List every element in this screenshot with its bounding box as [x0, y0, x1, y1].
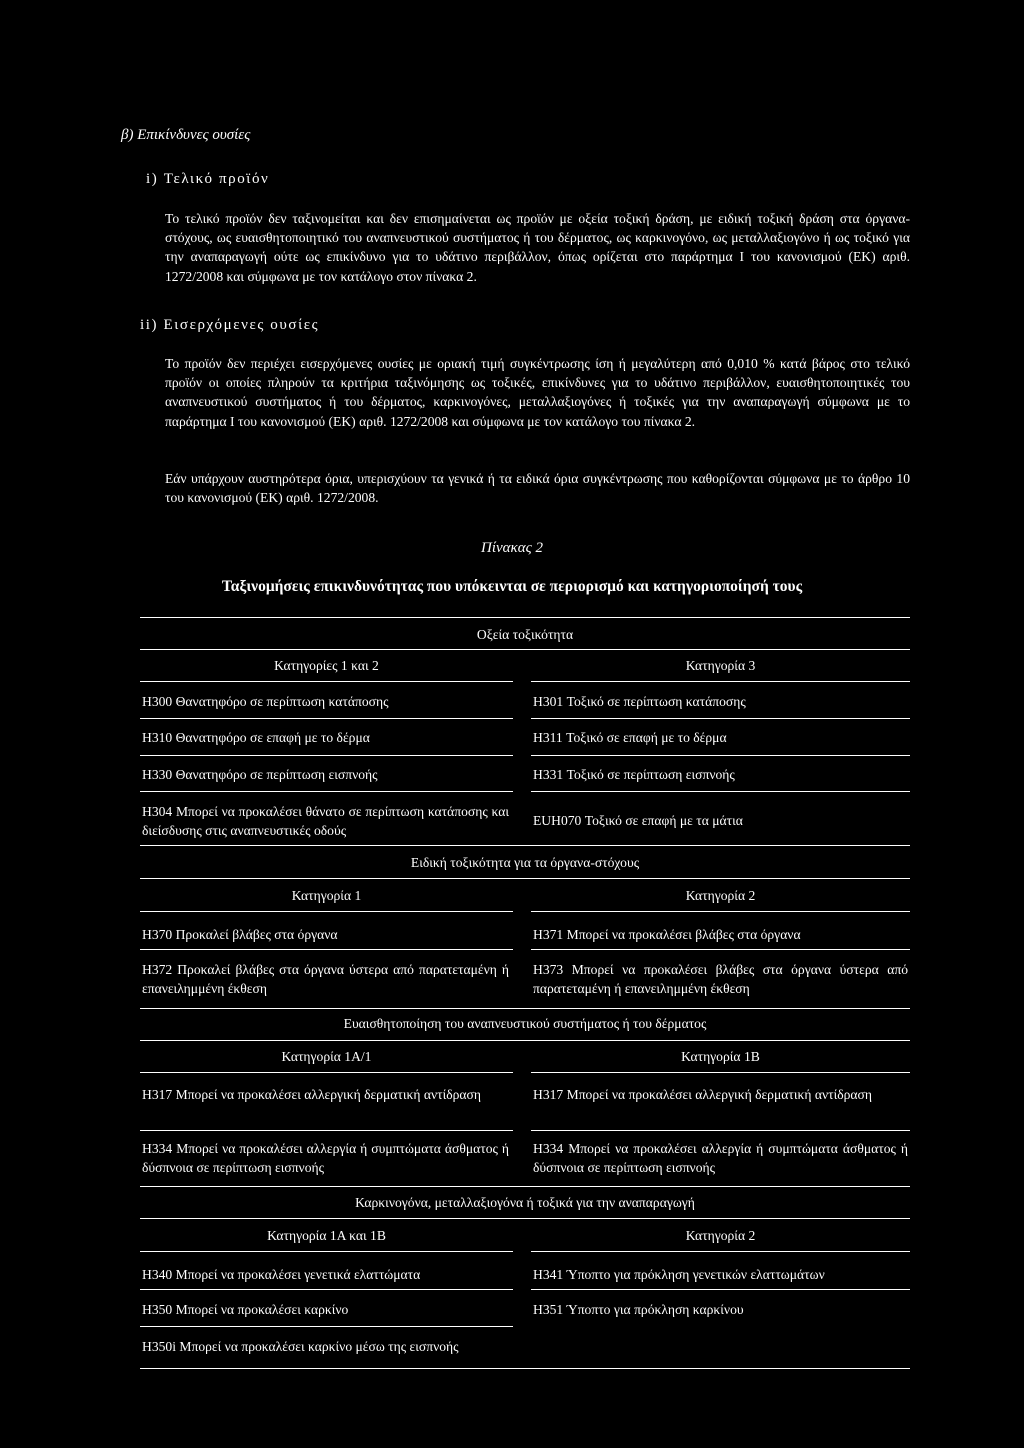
category-header-right: Κατηγορία 2: [685, 1228, 756, 1243]
table-rule: [140, 1326, 513, 1327]
table-rule: [531, 1072, 910, 1073]
table-rule: [140, 1251, 513, 1252]
table-cell: H300 Θανατηφόρο σε περίπτωση κατάποσης: [142, 694, 389, 709]
table-rule: [140, 1008, 910, 1009]
table-cell: EUH070 Τοξικό σε επαφή με τα μάτια: [533, 813, 743, 828]
section-head-sensitisation: Ευαισθητοποίηση του αναπνευστικού συστήματος ή του δέρματος: [343, 1016, 707, 1031]
category-header-left: Κατηγορία 1Α και 1Β: [267, 1228, 386, 1243]
table-rule: [140, 911, 513, 912]
category-header-left: Κατηγορία 1Α/1: [281, 1049, 372, 1064]
section-heading-b: β) Επικίνδυνες ουσίες: [121, 127, 251, 143]
table-caption: Πίνακας 2: [481, 540, 543, 556]
table-rule: [140, 878, 910, 879]
category-header-right: Κατηγορία 2: [685, 888, 756, 903]
table-cell: H372 Προκαλεί βλάβες στα όργανα ύστερα από παρατεταμένη ή επανειλημμένη έκθεση: [142, 962, 509, 996]
paragraph-stricter-limits: Εάν υπάρχουν αυστηρότερα όρια, υπερισχύουν τα γενικά ή τα ειδικά όρια συγκέντρωσης που καθορίζονται σύμφωνα με το άρθρο 10 του κανονισμού (ΕΚ) αριθ. 1272/2008.: [165, 471, 910, 506]
table-cell: H340 Μπορεί να προκαλέσει γενετικά ελαττώματα: [142, 1267, 421, 1282]
table-rule: [531, 718, 910, 719]
subheading-final-product: i) Τελικό προϊόν: [146, 171, 270, 187]
table-rule: [140, 845, 910, 846]
table-rule: [140, 1289, 513, 1290]
table-rule: [140, 617, 910, 618]
table-cell: H350 Μπορεί να προκαλέσει καρκίνο: [142, 1302, 349, 1317]
subheading-incoming-substances: ii) Εισερχόμενες ουσίες: [140, 317, 320, 333]
paragraph-final-product: Το τελικό προϊόν δεν ταξινομείται και δεν επισημαίνεται ως προϊόν με οξεία τοξική δράση, με ειδική τοξική δράση στα όργανα-στόχους, ως ευαισθητοποιητικό του αναπνευστικού συστήματος ή του δέρματος, ως καρκινογόνο, ως μεταλλαξιογόνο ή ως τοξικό για την αναπαραγωγή ούτε ως επικίνδυνο για το υδάτινο περιβάλλον, όπως ορίζεται στο παράρτημα I του κανονισμού (ΕΚ) αριθ. 1272/2008 και σύμφωνα με τον κατάλογο στον πίνακα 2.: [165, 211, 910, 284]
table-cell: H304 Μπορεί να προκαλέσει θάνατο σε περίπτωση κατάποσης και διείσδυσης στις αναπνευστικές οδούς: [142, 804, 509, 838]
table-cell: H334 Μπορεί να προκαλέσει αλλεργία ή συμπτώματα άσθματος ή δύσπνοια σε περίπτωση εισπνοής: [533, 1141, 908, 1175]
section-head-acute-toxicity: Οξεία τοξικότητα: [476, 627, 574, 642]
table-title: Ταξινομήσεις επικινδυνότητας που υπόκεινται σε περιορισμό και κατηγοριοποίησή τους: [221, 578, 803, 595]
paragraph-incoming-substances: Το προϊόν δεν περιέχει εισερχόμενες ουσίες με οριακή τιμή συγκέντρωσης ίση ή μεγαλύτερη από 0,010 % κατά βάρος στο τελικό προϊόν οι οποίες πληρούν τα κριτήρια ταξινόμησης ως τοξικές, επικίνδυνες για το υδάτινο περιβάλλον, ευαισθητοποιητικές του αναπνευστικού συστήματος ή του δέρματος, καρκινογόνες, μεταλλαξιογόνες ή τοξικές για την αναπαραγωγή σύμφωνα με το παράρτημα I του κανονισμού (ΕΚ) αριθ. 1272/2008 και σύμφωνα με τον κατάλογο του πίνακα 2.: [165, 356, 910, 429]
table-rule: [140, 1040, 910, 1041]
table-rule: [531, 1130, 910, 1131]
table-rule: [140, 1072, 513, 1073]
section-head-target-organ-toxicity: Ειδική τοξικότητα για τα όργανα-στόχους: [410, 855, 640, 870]
table-cell: H301 Τοξικό σε περίπτωση κατάποσης: [533, 694, 746, 709]
table-rule: [140, 949, 513, 950]
table-rule: [140, 1218, 910, 1219]
category-header-right: Κατηγορία 1Β: [681, 1049, 760, 1064]
category-header-left: Κατηγορία 1: [291, 888, 362, 903]
category-header-left: Κατηγορίες 1 και 2: [274, 658, 379, 673]
table-rule: [140, 649, 910, 650]
table-rule: [531, 911, 910, 912]
table-cell: H330 Θανατηφόρο σε περίπτωση εισπνοής: [142, 767, 378, 782]
table-cell: H350i Μπορεί να προκαλέσει καρκίνο μέσω της εισπνοής: [142, 1339, 459, 1354]
table-cell: H334 Μπορεί να προκαλέσει αλλεργία ή συμπτώματα άσθματος ή δύσπνοια σε περίπτωση εισπνοής: [142, 1141, 509, 1175]
table-cell: H373 Μπορεί να προκαλέσει βλάβες στα όργανα ύστερα από παρατεταμένη ή επανειλημμένη έκθεση: [533, 962, 908, 996]
table-cell: H311 Τοξικό σε επαφή με το δέρμα: [533, 730, 727, 745]
table-rule: [531, 791, 910, 792]
table-rule: [140, 1368, 910, 1369]
table-cell: H310 Θανατηφόρο σε επαφή με το δέρμα: [142, 730, 370, 745]
table-cell: H331 Τοξικό σε περίπτωση εισπνοής: [533, 767, 735, 782]
table-rule: [140, 791, 513, 792]
section-head-cmr: Καρκινογόνα, μεταλλαξιογόνα ή τοξικά για την αναπαραγωγή: [355, 1195, 695, 1210]
table-cell: H370 Προκαλεί βλάβες στα όργανα: [142, 927, 338, 942]
table-cell: H317 Μπορεί να προκαλέσει αλλεργική δερματική αντίδραση: [142, 1087, 481, 1102]
table-rule: [531, 949, 910, 950]
table-rule: [140, 681, 513, 682]
table-cell: H317 Μπορεί να προκαλέσει αλλεργική δερματική αντίδραση: [533, 1087, 872, 1102]
table-rule: [140, 755, 513, 756]
table-rule: [531, 681, 910, 682]
table-cell: H371 Μπορεί να προκαλέσει βλάβες στα όργανα: [533, 927, 801, 942]
table-rule: [531, 1251, 910, 1252]
table-cell: H341 Ύποπτο για πρόκληση γενετικών ελαττωμάτων: [533, 1267, 825, 1282]
table-rule: [140, 718, 513, 719]
table-rule: [531, 1289, 910, 1290]
table-rule: [140, 1130, 513, 1131]
table-rule: [140, 1186, 910, 1187]
category-header-right: Κατηγορία 3: [685, 658, 756, 673]
table-cell: H351 Ύποπτο για πρόκληση καρκίνου: [533, 1302, 744, 1317]
table-rule: [531, 755, 910, 756]
